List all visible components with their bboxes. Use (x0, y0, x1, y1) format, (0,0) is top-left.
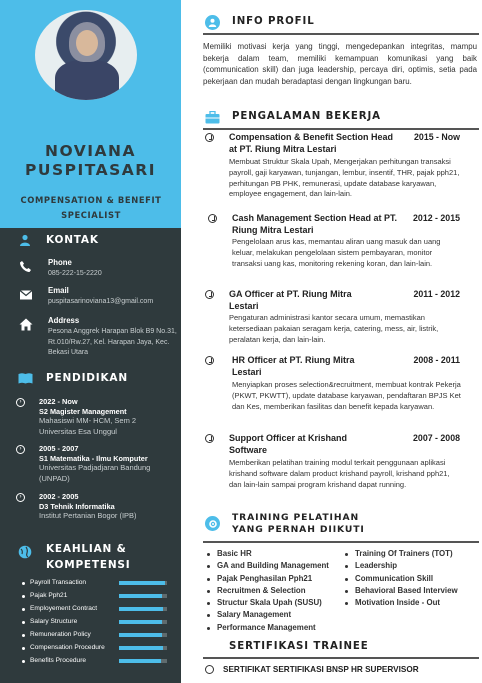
skill-item (0, 578, 181, 590)
training-item: Training Of Trainers (TOT) (345, 548, 458, 560)
education-degree: S1 Matematika - Ilmu Komputer (39, 454, 148, 463)
book-icon (17, 371, 33, 385)
check-circle-icon (205, 356, 214, 365)
training-item: Basic HR (207, 548, 329, 560)
skill-item (0, 643, 181, 655)
job-title: Cash Management Section Head at PT. Riung Mitra Lestari (232, 213, 398, 235)
job-title: HR Officer at PT. Riung Mitra Lestari (232, 355, 355, 377)
phone-label: Phone (48, 258, 72, 267)
job-period: 2007 - 2008 (413, 433, 460, 443)
skill-label: Pajak Pph21 (30, 592, 68, 599)
sidebar-header (0, 0, 181, 228)
job-period: 2015 - Now (414, 132, 460, 142)
check-circle-icon (205, 434, 214, 443)
chevron-right-icon: › (16, 445, 25, 454)
experience-title: PENGALAMAN BEKERJA (232, 111, 381, 122)
skill-level-fill (119, 646, 163, 650)
training-title (232, 512, 365, 536)
training-item: Leadership (345, 560, 458, 572)
job-title: Support Officer at Krishand Software (229, 433, 348, 455)
sidebar (0, 0, 181, 683)
education-title: PENDIDIKAN (46, 372, 128, 384)
chevron-right-icon: › (16, 493, 25, 502)
skill-level-fill (119, 594, 162, 598)
phone-value: 085-222-15-2220 (48, 270, 102, 277)
job-title: GA Officer at PT. Riung Mitra Lestari (229, 289, 352, 311)
education-period: 2005 - 2007 (39, 444, 79, 453)
bullet-dot-icon (22, 608, 25, 611)
name-line-1: NOVIANA (45, 142, 136, 160)
contact-title: KONTAK (46, 234, 99, 246)
skill-level-bar (119, 659, 167, 663)
divider (203, 657, 479, 659)
circle-bullet-icon (205, 665, 214, 674)
skill-level-fill (119, 659, 161, 663)
education-period: 2022 - Now (39, 397, 78, 406)
skill-level-fill (119, 581, 165, 585)
education-school: Universitas Padjadjaran Bandung (UNPAD) (39, 463, 151, 483)
education-degree: S2 Magister Management (39, 407, 127, 416)
bullet-dot-icon (22, 647, 25, 650)
divider (203, 128, 479, 130)
skill-item (0, 591, 181, 603)
person-icon (17, 233, 33, 247)
profile-text: Memiliki motivasi kerja yang tinggi, mengedepankan integritas, mampu bekerja dalam team, memiliki kemampuan komunikasi yang baik (communication skill) dan juga leadership, percaya diri, optimis, setia pada pekerjaan dan mudah beradaptasi dengan lingkungan baru. (203, 42, 477, 86)
job-description: Memberikan pelatihan training modul terkait penggunaan aplikasi krishand software dalam product krishand payroll, krishand pph21, dan lain-lain sampai program krishand dapat running. (229, 458, 450, 489)
certification-heading (181, 638, 482, 656)
chevron-right-icon: › (16, 398, 25, 407)
divider (203, 33, 479, 35)
skill-item (0, 617, 181, 629)
profile-heading (181, 13, 482, 31)
training-item: Communication Skill (345, 573, 458, 585)
skill-label: Remuneration Policy (30, 631, 91, 638)
training-item: Salary Management (207, 609, 329, 621)
training-item: Behavioral Based Interview (345, 585, 458, 597)
role-line-1: COMPENSATION & BENEFIT (20, 195, 162, 205)
profile-photo (35, 10, 137, 100)
gear-icon (205, 516, 220, 531)
job-period: 2012 - 2015 (413, 213, 460, 223)
email-value: puspitasarinoviana13@gmail.com (48, 298, 154, 305)
person-role (6, 193, 176, 223)
skill-item (0, 604, 181, 616)
job-description: Membuat Struktur Skala Upah, Mengerjakan perhitungan transaksi payroll, gaji karyawan, tunjangan, lembur, insentif, THR, pajak pph21, perhitungan PB PHK, remunerasi, update database karyawan, employee engagement, dan lain-lain. (229, 157, 460, 199)
user-icon (205, 15, 220, 30)
certification-text: SERTIFIKAT SERTIFIKASI BNSP HR SUPERVISOR (223, 665, 419, 674)
contact-heading (0, 231, 181, 249)
education-school: Mahasiswi MM- HCM, Sem 2 Universitas Esa Unggul (39, 416, 137, 436)
skill-level-fill (119, 620, 162, 624)
training-heading (181, 511, 482, 537)
home-icon (19, 318, 33, 332)
skill-label: Compensation Procedure (30, 644, 105, 651)
check-circle-icon (205, 290, 214, 299)
email-label: Email (48, 286, 69, 295)
job-description: Pengelolaan arus kas, memantau aliran uang masuk dan uang keluar, melakukan pengelolaan sistem pembayaran, monitor transaksi uang kas, monitoring rekening koran, dan lain-lain. (232, 237, 441, 268)
skill-label: Salary Structure (30, 618, 78, 625)
training-list-right (345, 548, 458, 609)
skill-level-bar (119, 581, 167, 585)
person-name (0, 142, 181, 180)
check-circle-icon (208, 214, 217, 223)
skill-label: Benefits Procedure (30, 657, 87, 664)
briefcase-icon (205, 110, 220, 125)
globe-icon (17, 545, 33, 559)
training-item: Recruitmen & Selection (207, 585, 329, 597)
bullet-dot-icon (22, 595, 25, 598)
skill-level-bar (119, 594, 167, 598)
training-title-line-1: TRAINING PELATIHAN (232, 512, 360, 523)
job-title: Compensation & Benefit Section Head at PT. Riung Mitra Lestari (229, 132, 394, 154)
job-description: Pengaturan administrasi kantor secara umum, memastikan ketersediaan pakaian seragam kerja, catering, mess, air, listrik, peralatan kerja, dan lain-lain. (229, 313, 439, 344)
education-heading (0, 369, 181, 387)
check-circle-icon (205, 133, 214, 142)
training-list-left (207, 548, 329, 634)
job-description: Menyiapkan proses selection&recruitment, membuat kontrak Pekerja (PKWT, PKWTT), update database karyawan, pendaftaran BPJS Ket dan Kes, memberikan fasilitas dan benefit kepada karyawan. (232, 380, 461, 411)
training-item: Pajak Penghasilan Pph21 (207, 573, 329, 585)
address-label: Address (48, 316, 80, 325)
certification-title: SERTIFIKASI TRAINEE (229, 641, 369, 652)
divider (203, 541, 479, 543)
bullet-dot-icon (22, 660, 25, 663)
job-period: 2011 - 2012 (413, 289, 460, 299)
skill-level-bar (119, 646, 167, 650)
bullet-dot-icon (22, 621, 25, 624)
training-item: Structur Skala Upah (SUSU) (207, 597, 329, 609)
skills-title-line-2: KOMPETENSI (46, 559, 131, 571)
skill-item (0, 630, 181, 642)
skills-heading (0, 541, 181, 573)
skill-level-fill (119, 633, 162, 637)
skill-level-bar (119, 620, 167, 624)
education-school: Institut Pertanian Bogor (IPB) (39, 511, 137, 520)
skill-level-bar (119, 633, 167, 637)
bullet-dot-icon (22, 582, 25, 585)
role-line-2: SPECIALIST (61, 210, 121, 220)
skill-level-bar (119, 607, 167, 611)
skill-label: Payroll Transaction (30, 579, 87, 586)
skill-level-fill (119, 607, 163, 611)
main-content (181, 0, 482, 683)
training-title-line-2: YANG PERNAH DIIKUTI (232, 524, 365, 535)
training-item: GA and Building Management (207, 560, 329, 572)
training-item: Performance Management (207, 622, 329, 634)
skill-label: Employement Contract (30, 605, 98, 612)
mail-icon (19, 288, 33, 302)
education-degree: D3 Tehnik Informatika (39, 502, 115, 511)
name-line-2: PUSPITASARI (25, 161, 156, 179)
phone-icon (19, 260, 33, 274)
training-item: Motivation Inside - Out (345, 597, 458, 609)
education-period: 2002 - 2005 (39, 492, 79, 501)
address-value: Pesona Anggrek Harapan Blok B9 No.31, Rt.010/Rw.27, Kel. Harapan Jaya, Kec. Bekasi Utara (48, 328, 177, 356)
bullet-dot-icon (22, 634, 25, 637)
skills-title-line-1: KEAHLIAN & (46, 543, 127, 555)
job-period: 2008 - 2011 (413, 355, 460, 365)
profile-title: INFO PROFIL (232, 16, 315, 27)
skills-title (46, 541, 131, 573)
skill-item (0, 656, 181, 668)
experience-heading (181, 108, 482, 126)
